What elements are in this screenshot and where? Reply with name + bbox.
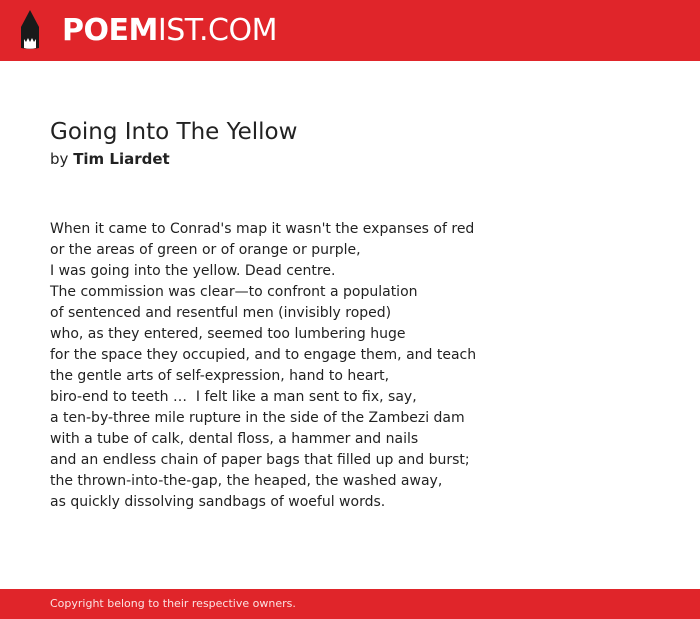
poem-title: Going Into The Yellow xyxy=(50,119,298,145)
pen-nib-icon[interactable] xyxy=(18,9,42,51)
by-label: by xyxy=(50,150,69,168)
poem-body xyxy=(50,219,610,513)
poem-line: the gentle arts of self-expression, hand to heart, xyxy=(50,368,390,384)
copyright-text: Copyright belong to their respective owners. xyxy=(50,597,296,610)
poem-line: When it came to Conrad's map it wasn't the expanses of red xyxy=(50,221,475,237)
poem-line: the thrown-into-the-gap, the heaped, the washed away, xyxy=(50,473,443,489)
logo-text-bold: POEM xyxy=(62,13,158,48)
poem-line: who, as they entered, seemed too lumbering huge xyxy=(50,326,406,342)
poem-line: and an endless chain of paper bags that filled up and burst; xyxy=(50,452,470,468)
author-name: Tim Liardet xyxy=(73,150,170,168)
poem-line: for the space they occupied, and to engage them, and teach xyxy=(50,347,477,363)
poem-line: or the areas of green or of orange or purple, xyxy=(50,242,361,258)
poem-line: The commission was clear—to confront a population xyxy=(50,284,418,300)
site-footer xyxy=(0,589,700,619)
logo-text-light: IST.COM xyxy=(157,13,277,48)
byline xyxy=(50,149,170,169)
site-logo[interactable] xyxy=(62,12,277,50)
poem-line: with a tube of calk, dental floss, a hammer and nails xyxy=(50,431,419,447)
poem-line: of sentenced and resentful men (invisibly roped) xyxy=(50,305,392,321)
poem-line: I was going into the yellow. Dead centre. xyxy=(50,263,336,279)
site-header xyxy=(0,0,700,61)
poem-line: biro-end to teeth … I felt like a man sent to fix, say, xyxy=(50,389,417,405)
poem-line: a ten-by-three mile rupture in the side of the Zambezi dam xyxy=(50,410,465,426)
poem-line: as quickly dissolving sandbags of woeful words. xyxy=(50,494,386,510)
